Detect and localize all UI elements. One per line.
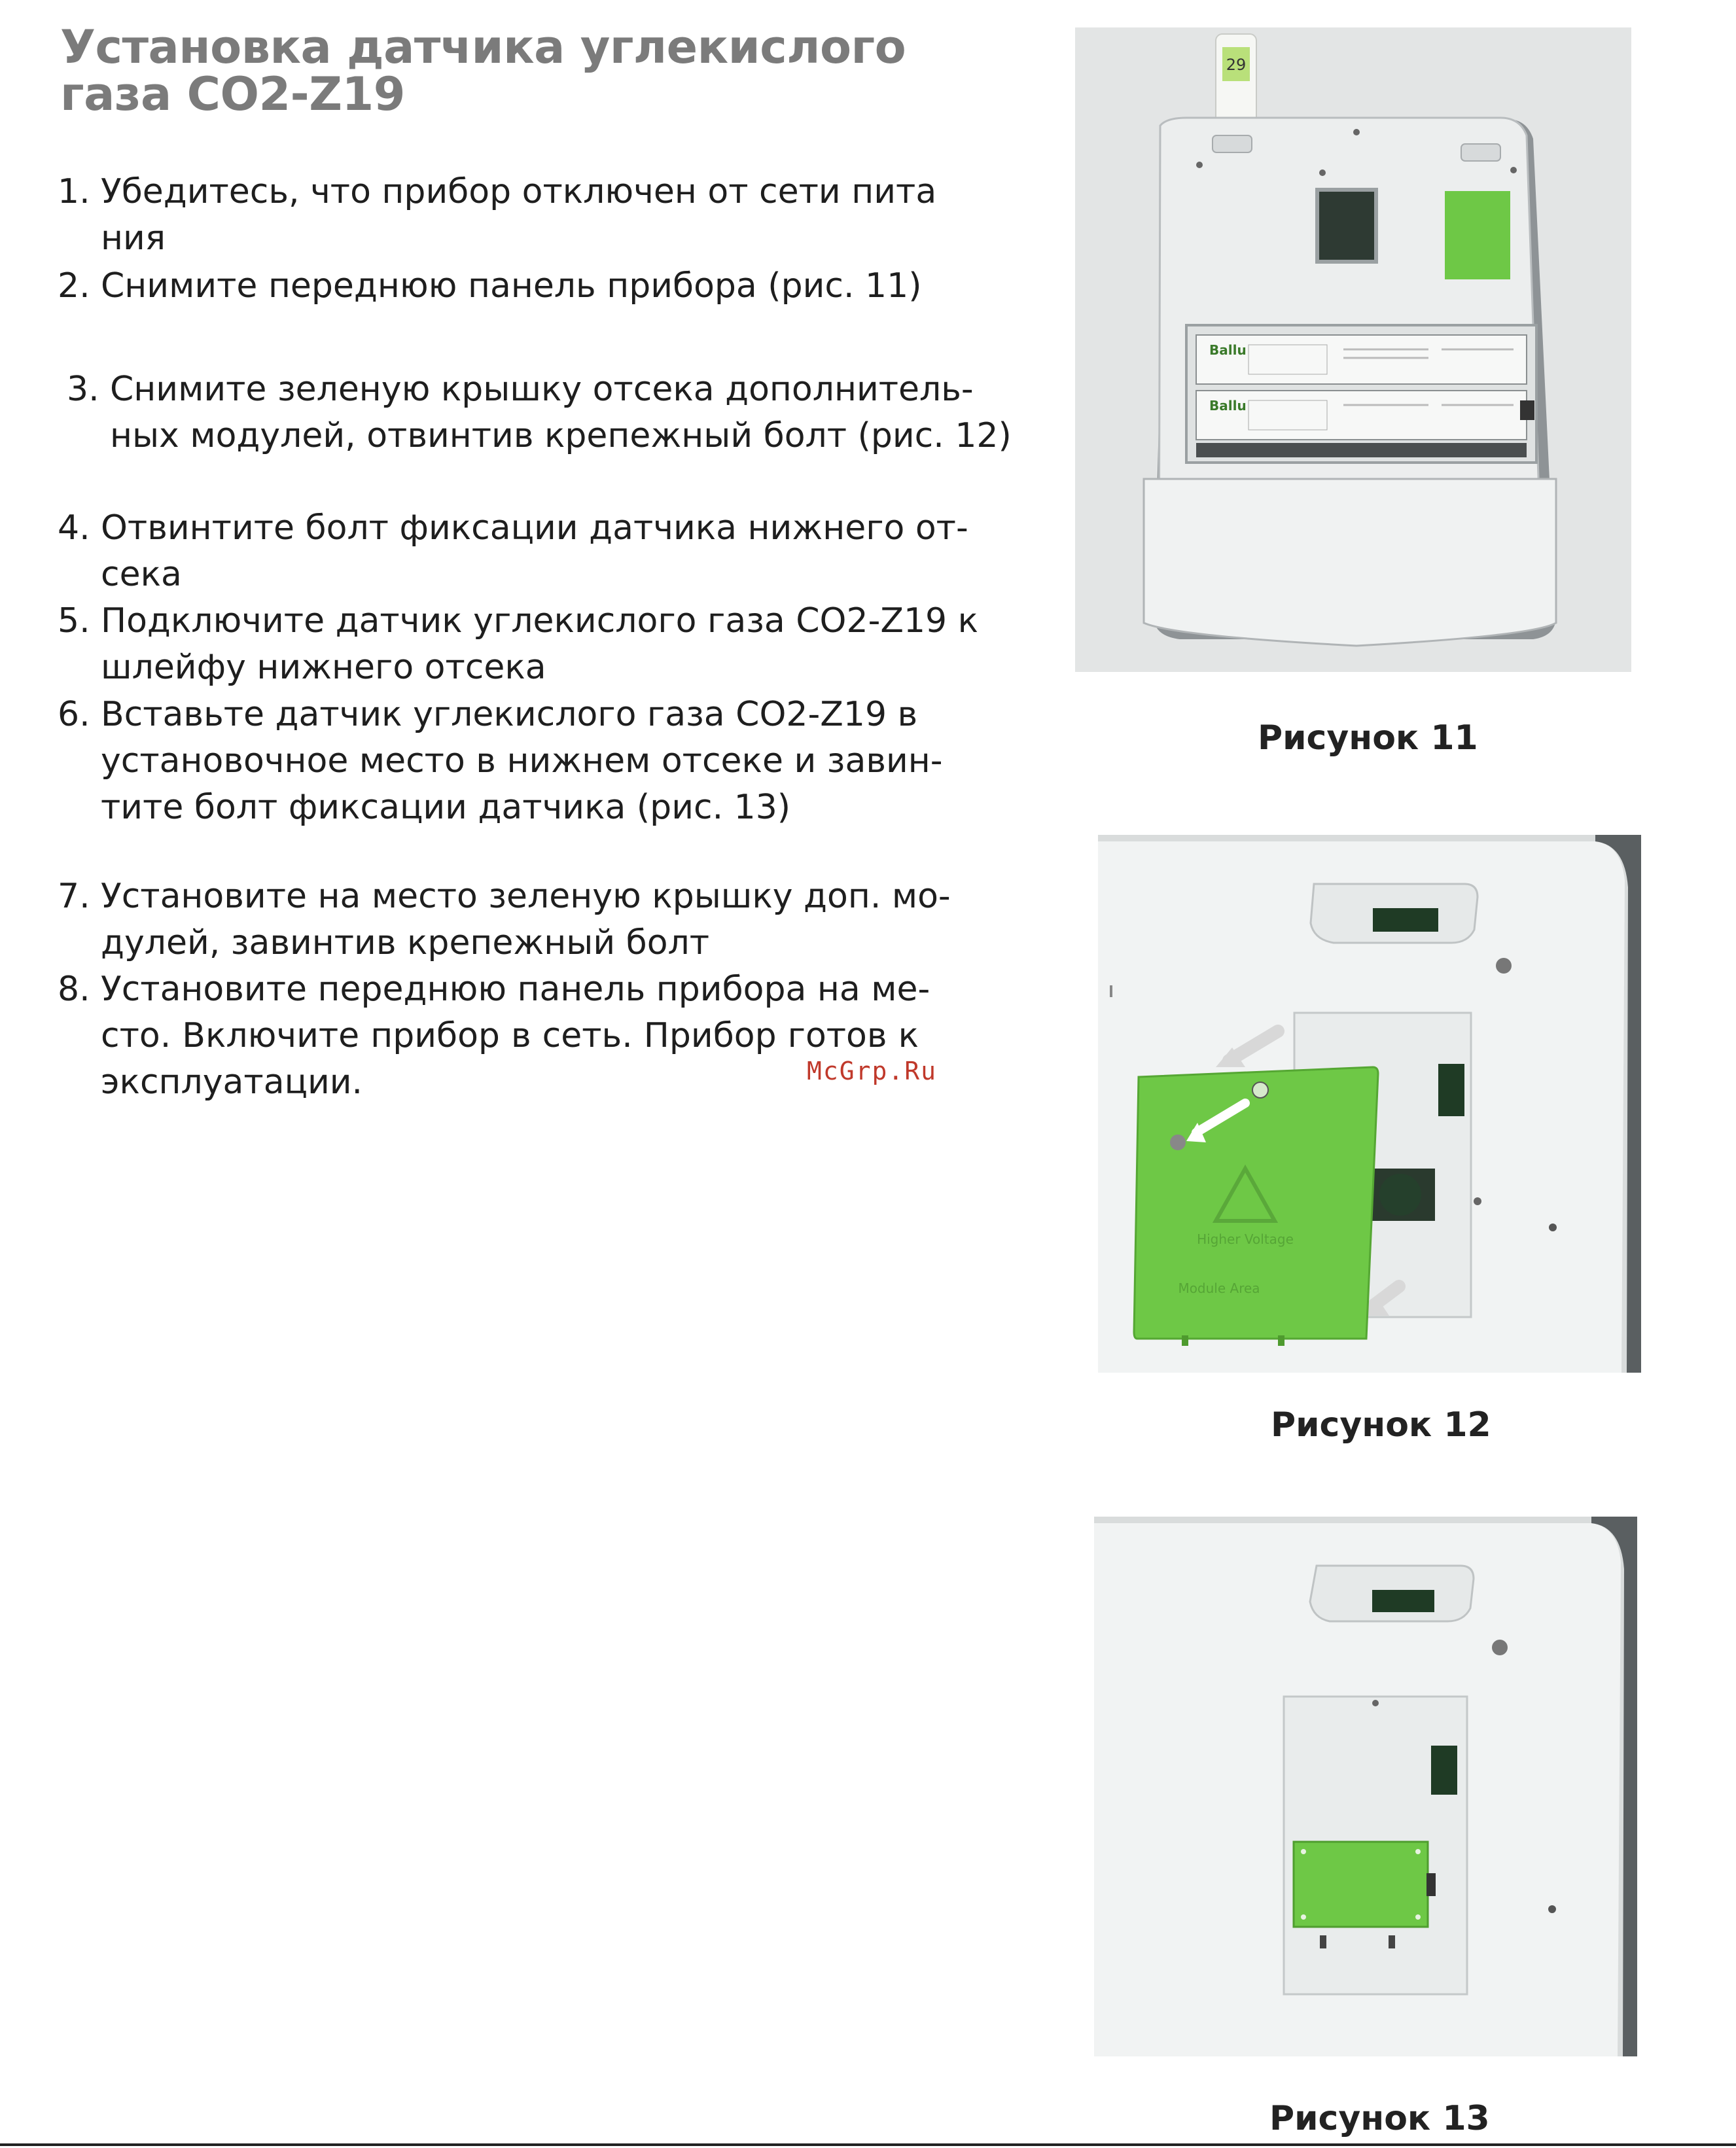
step-text-line: дулей, завинтив крепежный болт [101, 923, 710, 962]
step-number: 5. [58, 601, 90, 641]
thermostat-display-value: 29 [1226, 56, 1247, 74]
step-text-line: ния [101, 219, 166, 258]
figure-11-image [1075, 27, 1631, 672]
step-text-line: шлейфу нижнего отсека [101, 648, 546, 687]
step-2 [58, 263, 928, 309]
step-number: 4. [58, 508, 90, 548]
step-text-line: тите болт фиксации датчика (рис. 13) [101, 788, 791, 827]
step-number: 8. [58, 970, 90, 1009]
cover-module-text: Module Area [1178, 1280, 1260, 1296]
step-text-line: Установите на место зеленую крышку доп. мо- [101, 877, 951, 916]
watermark: McGrp.Ru [807, 1057, 938, 1085]
title-line-1: Установка датчика углекислого [60, 20, 906, 74]
figure-13-caption: Рисунок 13 [1269, 2099, 1490, 2138]
cover-warning-text: Higher Voltage [1197, 1231, 1294, 1247]
step-number: 3. [67, 370, 99, 409]
step-text-line: сто. Включите прибор в сеть. Прибор готов к [101, 1016, 919, 1055]
figure-11-caption: Рисунок 11 [1258, 718, 1478, 758]
step-6 [58, 692, 943, 831]
step-text-line: Отвинтите болт фиксации датчика нижнего от- [101, 508, 968, 548]
step-text-line: установочное место в нижнем отсеке и завин- [101, 741, 943, 781]
step-7 [58, 873, 951, 966]
step-number: 7. [58, 877, 90, 916]
step-number: 6. [58, 695, 90, 734]
step-text-line: Снимите переднюю панель прибора (рис. 11) [101, 266, 922, 306]
page-bottom-rule [0, 2143, 1736, 2146]
figure-12-image [1098, 835, 1641, 1373]
figure-12-caption: Рисунок 12 [1271, 1405, 1491, 1445]
filter-brand-2: Ballu [1209, 398, 1247, 414]
step-5 [58, 598, 979, 691]
filter-brand-1: Ballu [1209, 342, 1247, 358]
step-4 [58, 505, 968, 598]
step-text-line: ных модулей, отвинтив крепежный болт (рис. 12) [110, 416, 1012, 455]
step-text-line: Подключите датчик углекислого газа CO2-Z19 к [101, 601, 979, 641]
step-3 [67, 366, 1012, 459]
step-text-line: Вставьте датчик углекислого газа CO2-Z19 в [101, 695, 918, 734]
step-text-line: Установите переднюю панель прибора на ме- [101, 970, 930, 1009]
step-text-line: Убедитесь, что прибор отключен от сети пита [101, 172, 937, 211]
step-number: 2. [58, 266, 90, 306]
figure-13-image [1094, 1517, 1637, 2056]
step-number: 1. [58, 172, 90, 211]
step-1 [58, 169, 937, 262]
page-title [60, 20, 906, 121]
title-line-2: газа CO2-Z19 [60, 67, 405, 121]
step-8 [58, 966, 928, 1106]
step-text-line: Снимите зеленую крышку отсека дополнитель- [110, 370, 974, 409]
step-text-line: эксплуатации. [101, 1063, 363, 1102]
step-text-line: сека [101, 555, 182, 594]
